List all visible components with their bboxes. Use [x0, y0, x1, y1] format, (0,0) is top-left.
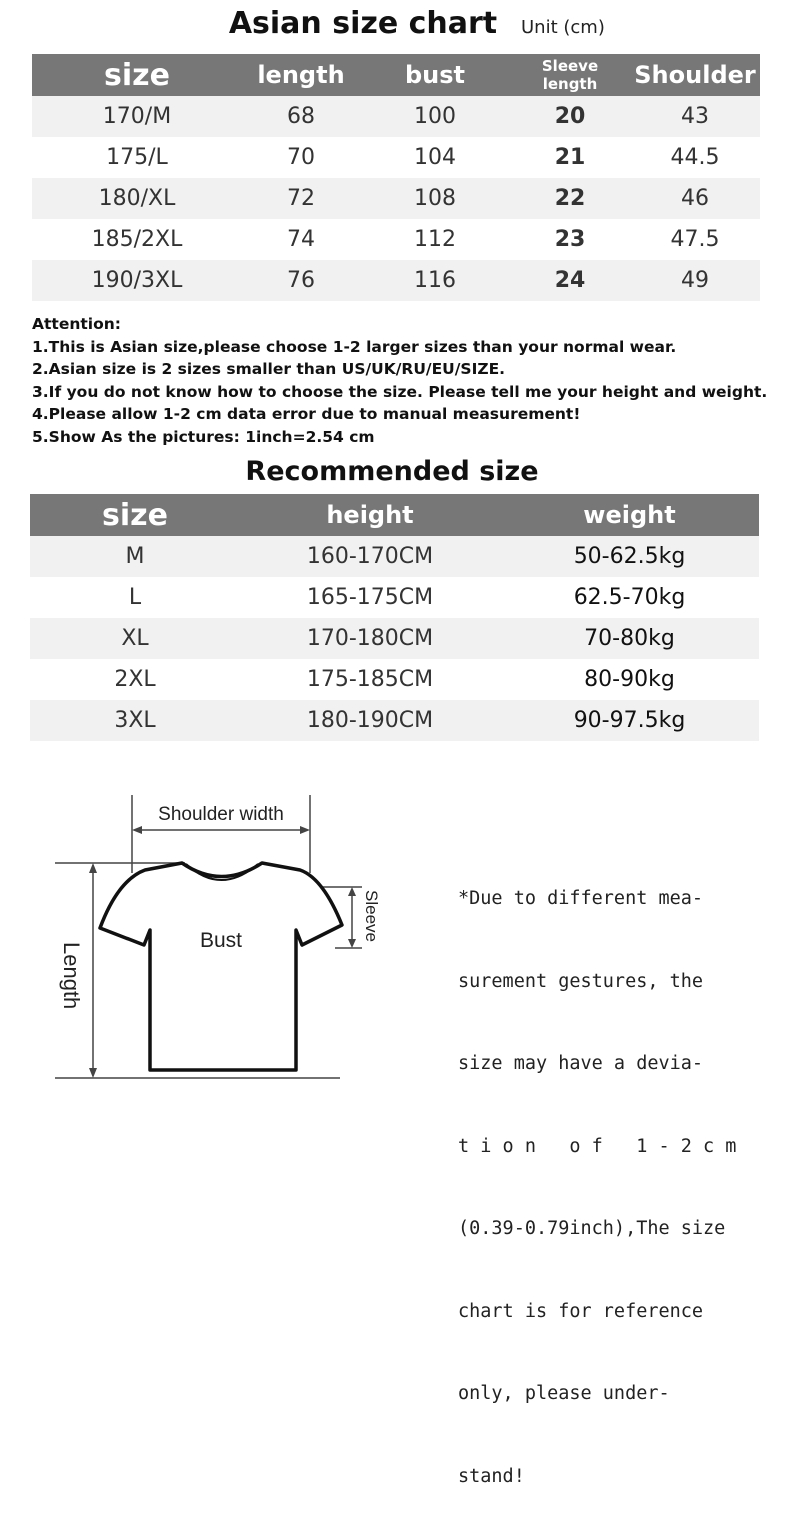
cell-bust: 112	[414, 227, 456, 252]
cell-size: 2XL	[114, 667, 156, 692]
tshirt-outline	[100, 863, 342, 1070]
note-line: size may have a devia-	[458, 1053, 704, 1074]
note-line: (0.39-0.79inch),The size	[458, 1218, 726, 1239]
cell-bust: 116	[360, 260, 510, 301]
table-row	[32, 260, 760, 301]
cell-weight: 62.5-70kg	[573, 585, 686, 610]
recommended-header-row	[30, 494, 759, 536]
table-row	[32, 219, 760, 260]
cell-length: 76	[242, 260, 360, 301]
size-chart-table	[32, 54, 760, 301]
bust-label: Bust	[199, 929, 243, 952]
header-sleeve-length	[510, 54, 630, 96]
cell-shoulder: 49	[630, 260, 760, 301]
cell-size: L	[128, 585, 142, 610]
cell-bust: 100	[360, 96, 510, 137]
attention-notes	[32, 313, 782, 448]
cell-shoulder: 44.5	[670, 145, 720, 170]
cell-weight: 50-62.5kg	[500, 536, 759, 577]
cell-sleeve: 23	[554, 227, 586, 252]
table-row	[30, 577, 759, 618]
cell-height: 175-185CM	[306, 667, 434, 692]
cell-size: 190/3XL	[32, 260, 242, 301]
attention-item: 5.Show As the pictures: 1inch=2.54 cm	[32, 427, 375, 446]
header-length: length	[242, 54, 360, 96]
table-row	[32, 178, 760, 219]
recommended-title: Recommended size	[245, 456, 539, 487]
cell-length: 70	[287, 145, 315, 170]
cell-shoulder: 47.5	[670, 227, 720, 252]
size-chart-title: Asian size chart	[228, 6, 498, 41]
cell-weight: 90-97.5kg	[500, 700, 759, 741]
cell-size: 185/2XL	[91, 227, 183, 252]
note-line: stand!	[458, 1465, 525, 1487]
note-line: chart is for reference	[458, 1300, 704, 1322]
table-row	[30, 700, 759, 741]
header-size: size	[32, 54, 242, 96]
cell-bust: 108	[360, 178, 510, 219]
recommended-table	[30, 494, 759, 741]
attention-heading: Attention:	[32, 315, 121, 333]
table-row	[30, 659, 759, 700]
cell-size: 175/L	[106, 145, 168, 170]
cell-sleeve: 20	[510, 96, 630, 137]
cell-size: 3XL	[30, 700, 240, 741]
size-chart-header-row	[32, 54, 760, 96]
cell-weight: 80-90kg	[584, 667, 675, 692]
cell-height: 165-175CM	[306, 585, 434, 610]
shoulder-width-label: Shoulder width	[158, 804, 284, 825]
cell-weight: 70-80kg	[500, 618, 759, 659]
unit-label: Unit (cm)	[521, 17, 605, 38]
cell-height: 160-170CM	[240, 536, 500, 577]
note-line: surement gestures, the	[458, 970, 704, 992]
attention-item: 1.This is Asian size,please choose 1-2 larger sizes than your normal wear.	[32, 337, 677, 356]
cell-length: 72	[242, 178, 360, 219]
cell-sleeve: 24	[510, 260, 630, 301]
tshirt-measurement-diagram	[0, 760, 420, 1085]
header-size: size	[30, 494, 240, 536]
cell-size: 180/XL	[32, 178, 242, 219]
cell-sleeve: 22	[510, 178, 630, 219]
header-shoulder: Shoulder	[630, 54, 760, 96]
header-height: height	[240, 494, 500, 536]
measurement-note	[458, 830, 748, 1518]
cell-length: 74	[287, 227, 315, 252]
attention-item: 3.If you do not know how to choose the size. Please tell me your height and weight.	[32, 382, 768, 401]
note-line: only, please under-	[458, 1383, 670, 1404]
cell-shoulder: 43	[630, 96, 760, 137]
table-row	[32, 96, 760, 137]
cell-length: 68	[242, 96, 360, 137]
table-row	[30, 618, 759, 659]
cell-size: 170/M	[32, 96, 242, 137]
header-weight: weight	[500, 494, 759, 536]
note-line: *Due to different mea-	[458, 888, 704, 909]
header-sleeve-length-label: Sleeve length	[541, 57, 599, 93]
cell-shoulder: 46	[630, 178, 760, 219]
cell-size: XL	[30, 618, 240, 659]
cell-sleeve: 21	[554, 145, 586, 170]
header-bust: bust	[360, 54, 510, 96]
attention-item: 4.Please allow 1-2 cm data error due to manual measurement!	[32, 405, 581, 423]
length-label: Length	[59, 942, 84, 1010]
cell-height: 180-190CM	[240, 700, 500, 741]
sleeve-label: Sleeve	[362, 890, 381, 942]
cell-height: 170-180CM	[240, 618, 500, 659]
note-line: t i o n o f 1 - 2 c m	[458, 1135, 737, 1157]
table-row	[30, 536, 759, 577]
attention-item: 2.Asian size is 2 sizes smaller than US/UK/RU/EU/SIZE.	[32, 360, 506, 378]
cell-size: M	[30, 536, 240, 577]
cell-bust: 104	[414, 145, 456, 170]
table-row	[32, 137, 760, 178]
